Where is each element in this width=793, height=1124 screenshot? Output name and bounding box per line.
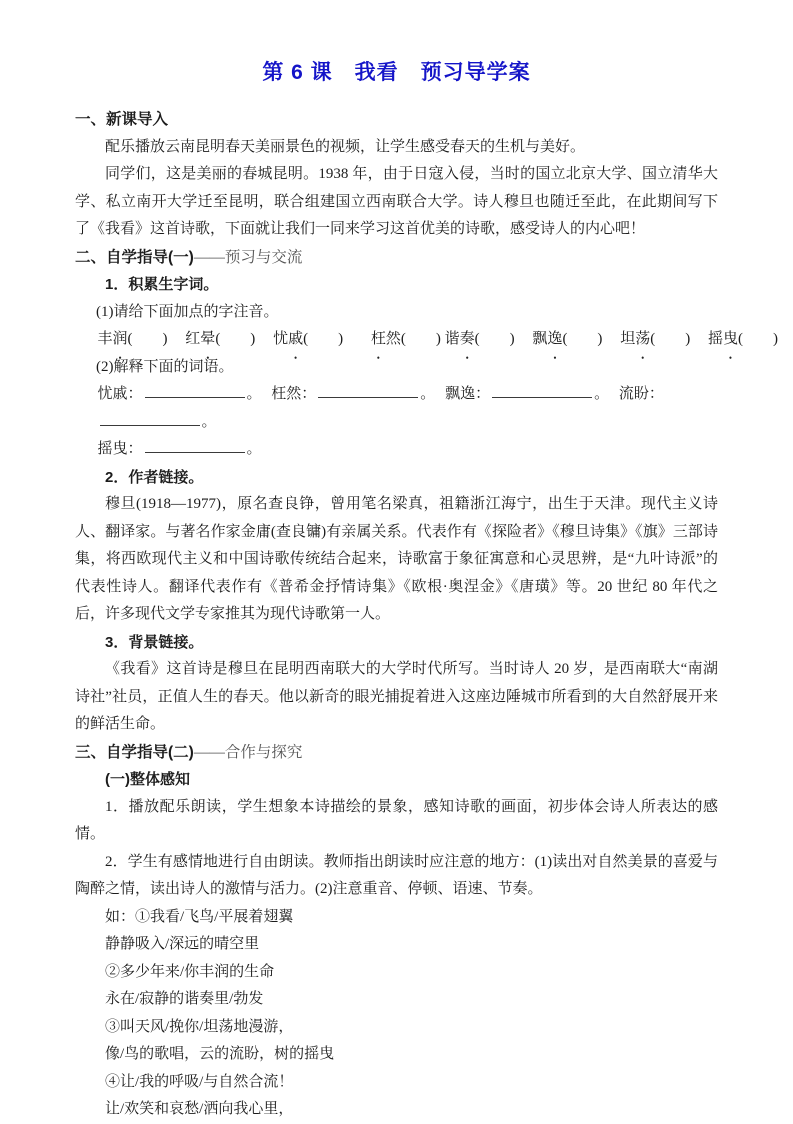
section3-paragraph-2: 2．学生有感情地进行自由朗读。教师指出朗读时应注意的地方：(1)读出对自然美景的喜爱与陶醉之情，读出诗人的激情与活力。(2)注意重音、停顿、语速、节奏。 [75,853,718,897]
answer-paren: ( ) [400,331,441,347]
answer-paren: ( ) [562,331,603,347]
phonetic-word [532,326,602,354]
period: 。 [246,441,262,457]
answer-paren: ( ) [738,331,778,347]
phonetic-word [273,326,343,354]
answer-paren: ( ) [127,331,168,347]
poem-line: ③叫天风/挽你/坦荡地漫游， [105,1018,294,1035]
word-part: 红 [185,331,201,347]
section2-heading [75,244,718,272]
question1-label: (1)请给下面加点的字注音。 [96,303,279,320]
section2-item1-heading: 1．积累生字词。 [105,276,219,293]
section1-paragraph-1: 配乐播放云南昆明春天美丽景色的视频，让学生感受春天的生机与美好。 [105,138,586,155]
definition-term: 流盼： [618,386,664,402]
author-paragraph: 穆旦(1918—1977)，原名查良铮，曾用笔名梁真，祖籍浙江海宁，出生于天津。现代主义诗人、翻译家。与著名作家金庸(查良镛)有亲属关系。代表作有《探险者》《穆旦诗集》《旗》三部诗集，将西欧现代主义和中国诗歌传统结合起来，诗歌富于象征寓意和心灵思辨，是“九叶诗派”的代表性诗人。翻译代表作有《普希金抒情诗集》《欧根·奥涅金》《唐璜》等。20 世纪 80 年代之后，许多现代文学专家推其为现代诗歌第一人。 [75,496,718,622]
word-part: 摇 [707,331,723,347]
word-part: 忧 [273,331,289,347]
phonetic-word [620,326,690,354]
definition-term: 枉然： [271,386,317,402]
section3-heading [75,739,718,767]
poem-line: 如：①我看/飞鸟/平展着翅翼 [105,908,294,925]
poem-line: 让/欢笑和哀愁/洒向我心里， [105,1101,294,1117]
definition-item [98,386,262,402]
answer-paren: ( ) [215,331,256,347]
answer-blank [145,382,245,398]
question2-label: (2)解释下面的词语。 [96,358,234,375]
period: 。 [420,386,436,402]
phonetic-word [708,326,778,354]
word-part: 丰 [97,331,113,347]
definition-item [98,441,262,457]
phonetic-word [185,326,255,354]
answer-paren: ( ) [650,331,691,347]
emphasis-dot-char: 戚 [288,331,304,347]
period: 。 [594,386,610,402]
poem-line: 像/鸟的歌唱，云的流盼，树的摇曳 [105,1046,335,1062]
section3-heading-bold: 三、自学指导(二) [75,743,194,761]
answer-blank [318,382,418,398]
word-part: 然 [385,331,401,347]
emphasis-dot-char: 晕 [200,331,216,347]
definition-item [271,386,435,402]
phonetic-word [371,326,441,354]
word-part: 谐 [444,331,460,347]
period: 。 [201,413,217,430]
poem-line: ④让/我的呼吸/与自然合流！ [105,1073,294,1090]
phonetic-word [98,326,168,354]
answer-blank [145,437,245,453]
answer-blank [492,382,592,398]
phonetic-annotation-line [75,326,778,354]
section2-heading-light: ——预习与交流 [193,248,303,266]
section3-subheading: (一)整体感知 [105,771,190,788]
word-part: 坦 [620,331,636,347]
answer-paren: ( ) [303,331,344,347]
definition-term: 摇曳： [97,441,143,457]
section2-heading-bold: 二、自学指导(一) [75,248,194,266]
section3-heading-light: ——合作与探究 [193,743,303,761]
definition-item [445,386,609,402]
phonetic-word [445,326,515,354]
definition-term: 忧戚： [97,386,143,402]
poem-line: ②多少年来/你丰润的生命 [105,963,275,980]
section2-item2-heading: 2．作者链接。 [105,468,204,486]
definition-term: 飘逸： [445,386,491,402]
emphasis-dot-char: 枉 [370,331,386,347]
word-part: 飘 [532,331,548,347]
period: 。 [246,386,262,402]
definition-line-2 [75,436,718,464]
emphasis-dot-char: 逸 [547,331,563,347]
section2-item3-heading: 3．背景链接。 [105,633,204,651]
section1-paragraph-2: 同学们，这是美丽的春城昆明。1938 年，由于日寇入侵，当时的国立北京大学、国立清华大学、私立南开大学迁至昆明，联合组建国立西南联合大学。诗人穆旦也随迁至此，在此期间写下了《我看》这首诗歌，下面就让我们一同来学习这首优美的诗歌，感受诗人的内心吧！ [75,166,718,237]
emphasis-dot-char: 奏 [459,331,475,347]
document-title: 第 6 课 我看 预习导学案 [262,61,531,84]
emphasis-dot-char: 荡 [635,331,651,347]
emphasis-dot-char: 曳 [722,331,738,347]
answer-paren: ( ) [474,331,515,347]
emphasis-dot-char: 润 [112,331,128,347]
definition-line-1 [75,381,718,436]
background-paragraph: 《我看》这首诗是穆旦在昆明西南联大的大学时代所写。当时诗人 20 岁，是西南联大“南湖诗社”社员，正值人生的春天。他以新奇的眼光捕捉着进入这座边陲城市所看到的大自然舒展开来的鲜活生命。 [75,661,718,732]
poem-line: 静静吸入/深远的晴空里 [105,936,260,952]
poem-line: 永在/寂静的谐奏里/勃发 [105,991,264,1007]
section1-heading: 一、新课导入 [75,111,169,128]
answer-blank [100,410,200,426]
section3-paragraph-1: 1．播放配乐朗读，学生想象本诗描绘的景象，感知诗歌的画面，初步体会诗人所表达的感情。 [75,798,718,842]
